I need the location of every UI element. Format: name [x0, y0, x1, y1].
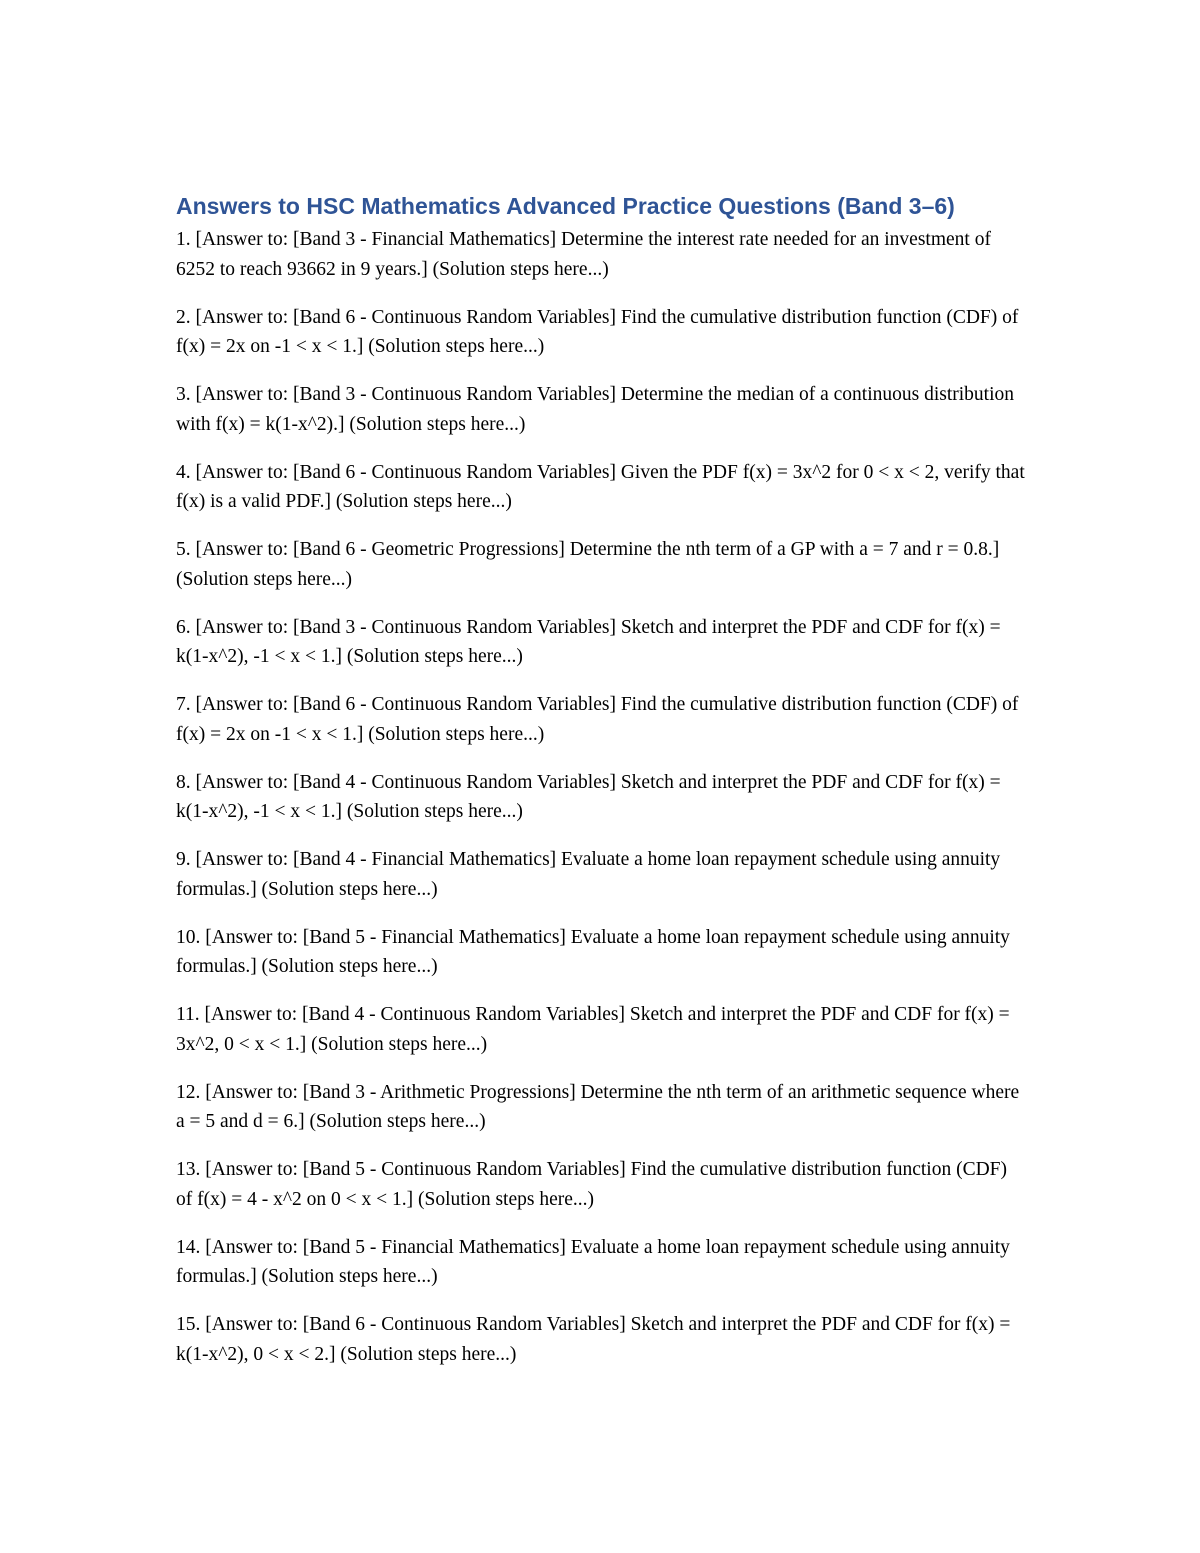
answer-item-8: 8. [Answer to: [Band 4 - Continuous Random Variables] Sketch and interpret the PDF and CDF for f(x) = k(1-x^2), -1 < x < 1.] (Solution steps here...): [176, 771, 1001, 822]
answer-item-3: 3. [Answer to: [Band 3 - Continuous Random Variables] Determine the median of a continuous distribution with f(x) = k(1-x^2).] (Solution steps here...): [176, 384, 1014, 435]
answer-item-2: 2. [Answer to: [Band 6 - Continuous Random Variables] Find the cumulative distribution function (CDF) of f(x) = 2x on -1 < x < 1.] (Solution steps here...): [176, 306, 1019, 357]
answer-item-1: 1. [Answer to: [Band 3 - Financial Mathematics] Determine the interest rate needed for an investment of 6252 to reach 93662 in 9 years.] (Solution steps here...): [176, 229, 991, 280]
answer-list: [176, 225, 1026, 1369]
answer-item-6: 6. [Answer to: [Band 3 - Continuous Random Variables] Sketch and interpret the PDF and CDF for f(x) = k(1-x^2), -1 < x < 1.] (Solution steps here...): [176, 616, 1001, 667]
answer-item-11: 11. [Answer to: [Band 4 - Continuous Random Variables] Sketch and interpret the PDF and CDF for f(x) = 3x^2, 0 < x < 1.] (Solution steps here...): [176, 1004, 1010, 1055]
answer-item-4: 4. [Answer to: [Band 6 - Continuous Random Variables] Given the PDF f(x) = 3x^2 for 0 < x < 2, verify that f(x) is a valid PDF.] (Solution steps here...): [176, 461, 1025, 512]
answer-item-10: 10. [Answer to: [Band 5 - Financial Mathematics] Evaluate a home loan repayment schedule using annuity formulas.] (Solution steps here...): [176, 926, 1010, 977]
answer-item-12: 12. [Answer to: [Band 3 - Arithmetic Progressions] Determine the nth term of an arithmetic sequence where a = 5 and d = 6.] (Solution steps here...): [176, 1081, 1020, 1132]
answer-item-9: 9. [Answer to: [Band 4 - Financial Mathematics] Evaluate a home loan repayment schedule using annuity formulas.] (Solution steps here...): [176, 849, 1001, 900]
answer-item-15: 15. [Answer to: [Band 6 - Continuous Random Variables] Sketch and interpret the PDF and CDF for f(x) = k(1-x^2), 0 < x < 2.] (Solution steps here...): [176, 1314, 1011, 1365]
answer-item-13: 13. [Answer to: [Band 5 - Continuous Random Variables] Find the cumulative distribution function (CDF) of f(x) = 4 - x^2 on 0 < x < 1.] (Solution steps here...): [176, 1159, 1008, 1210]
answer-item-5: 5. [Answer to: [Band 6 - Geometric Progressions] Determine the nth term of a GP with a = 7 and r = 0.8.] (Solution steps here...): [176, 539, 1000, 590]
document-body: [176, 190, 1026, 1388]
answer-item-14: 14. [Answer to: [Band 5 - Financial Mathematics] Evaluate a home loan repayment schedule using annuity formulas.] (Solution steps here...): [176, 1236, 1010, 1287]
document-title: Answers to HSC Mathematics Advanced Practice Questions (Band 3–6): [176, 193, 955, 219]
answer-item-7: 7. [Answer to: [Band 6 - Continuous Random Variables] Find the cumulative distribution function (CDF) of f(x) = 2x on -1 < x < 1.] (Solution steps here...): [176, 694, 1019, 745]
